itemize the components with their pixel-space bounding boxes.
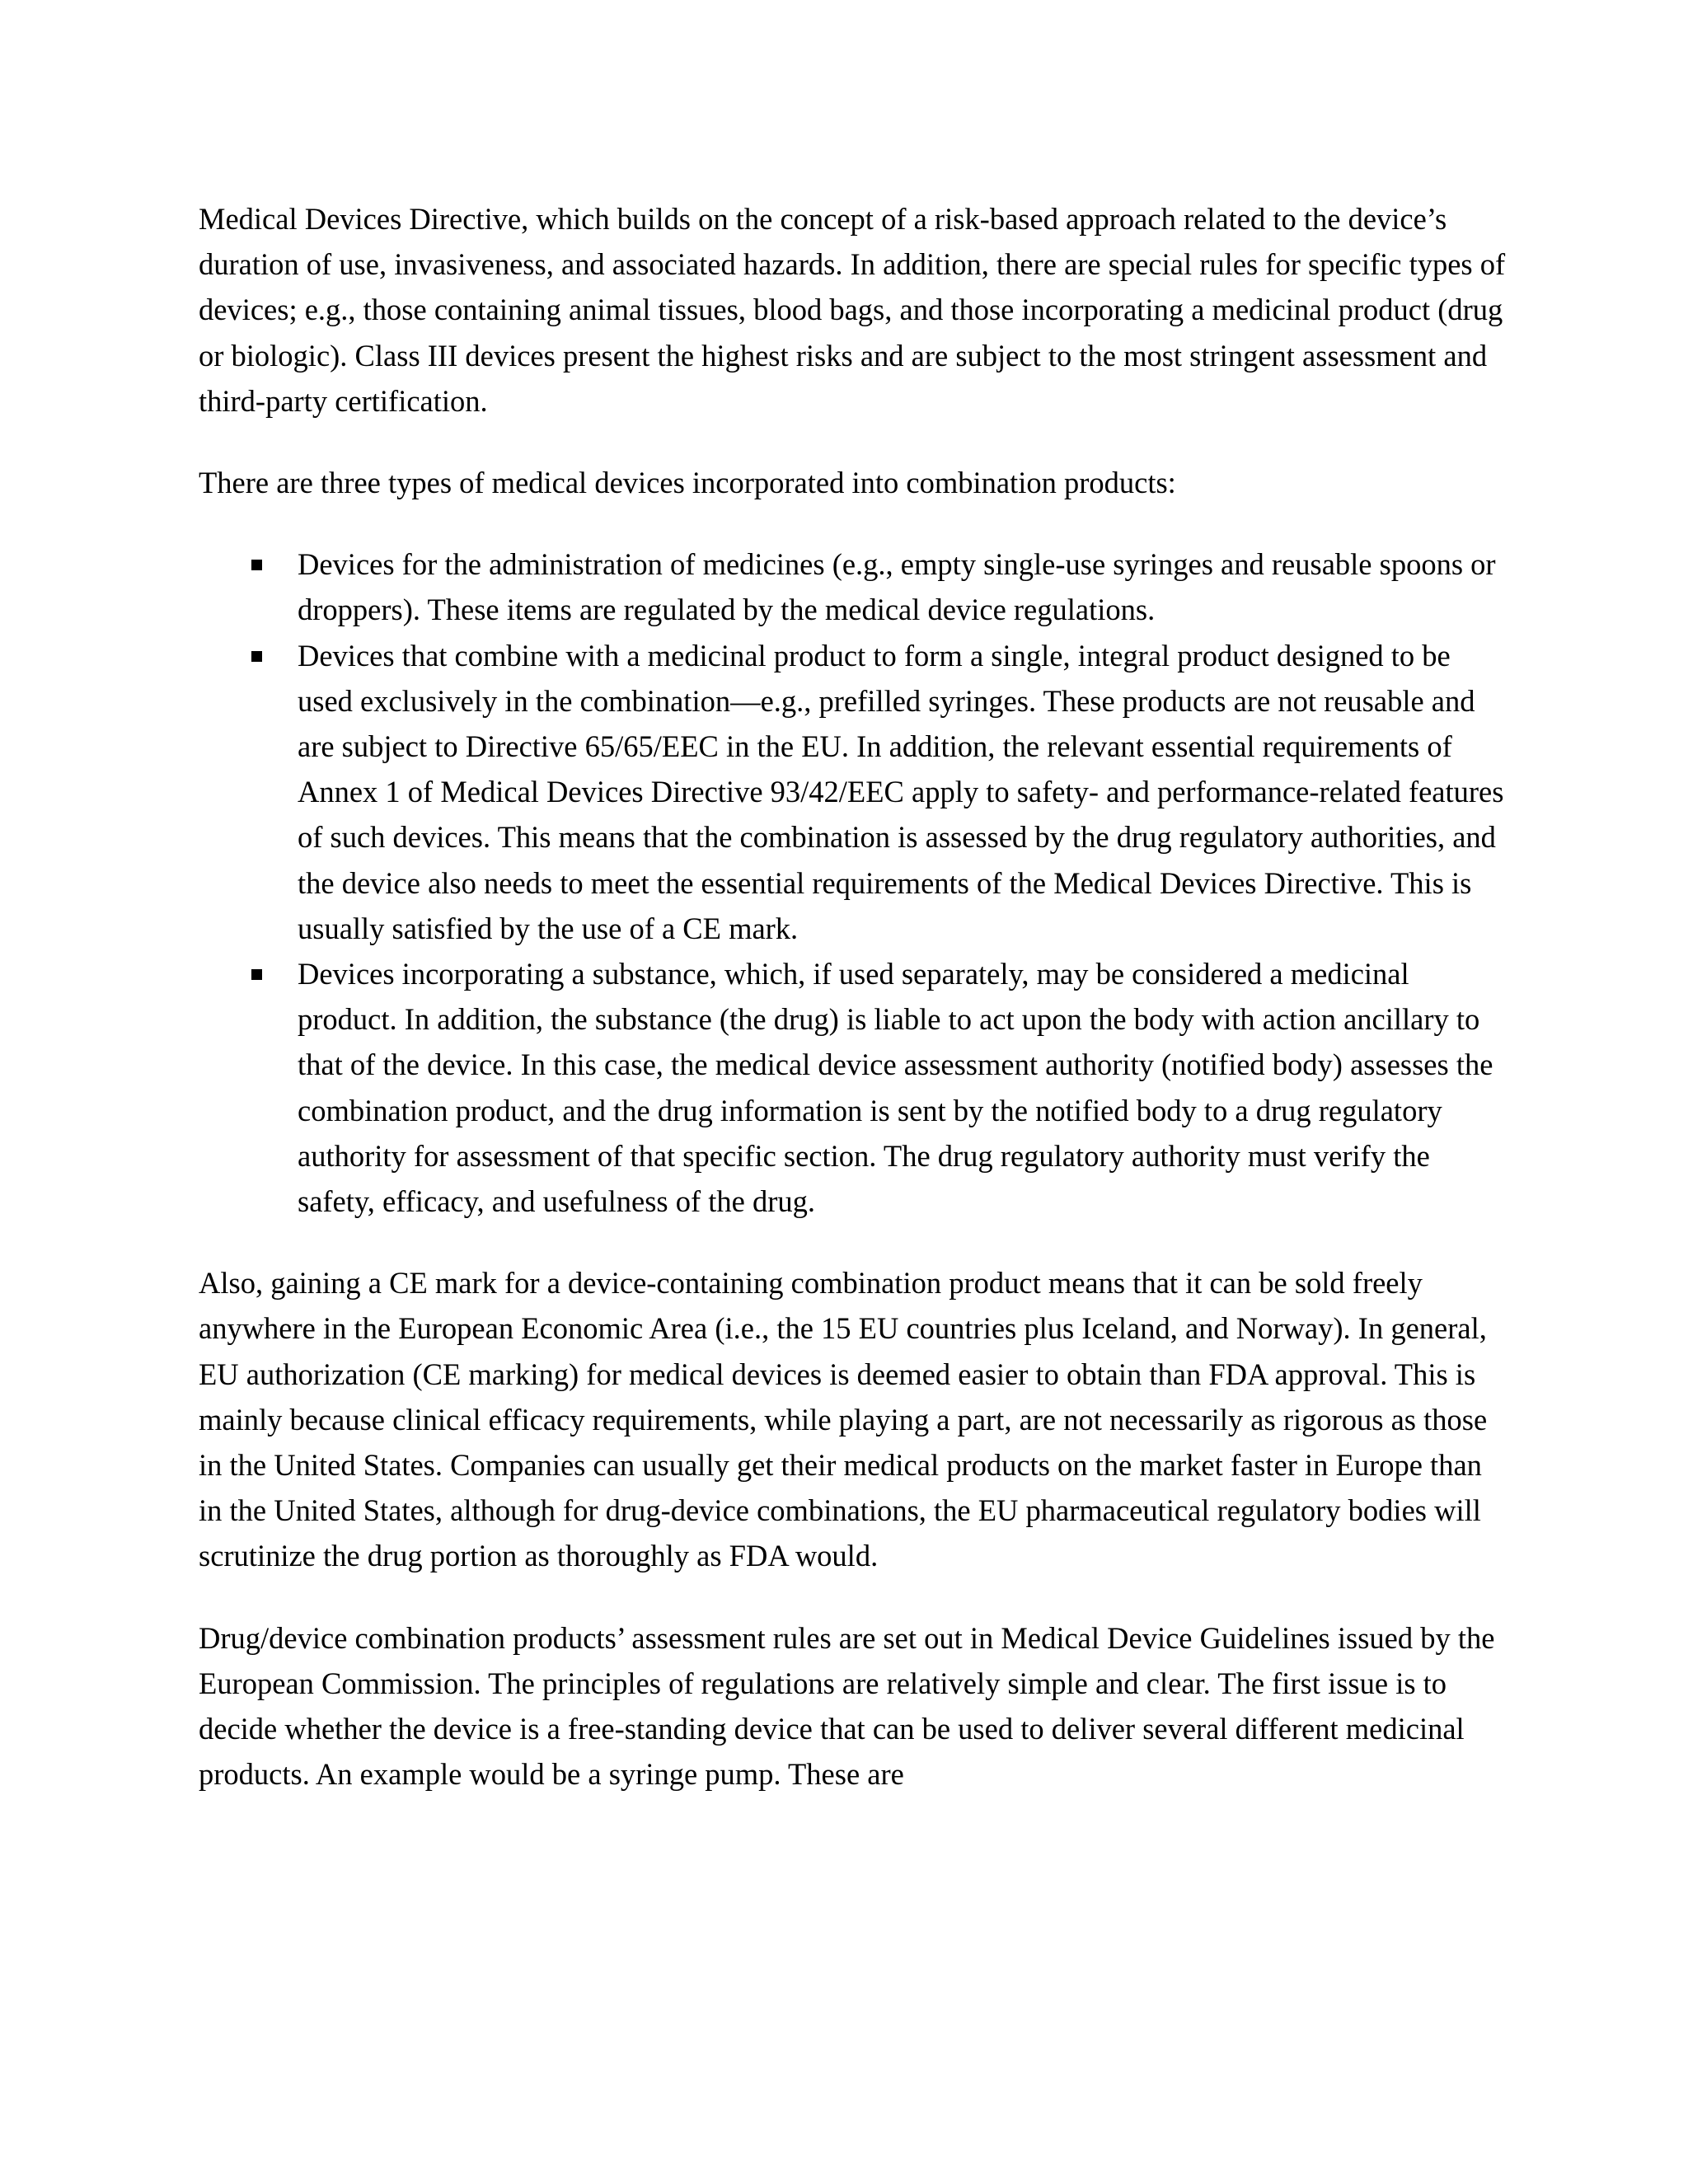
paragraph-ce-mark: Also, gaining a CE mark for a device-containing combination product means that it can be sold freely anywhere in the European Economic Area (i.e., the 15 EU countries plus Iceland, and Norway). In general, EU authorization (CE marking) for medical devices is deemed easier to obtain than FDA approval. This is mainly because clinical efficacy requirements, while playing a part, are not necessarily as rigorous as those in the United States. Companies can usually get their medical products on the market faster in Europe than in the United States, although for drug-device combinations, the EU pharmaceutical regulatory bodies will scrutinize the drug portion as thoroughly as FDA would. (199, 1266, 1488, 1573)
device-types-list (199, 541, 1509, 1224)
paragraph-three-types-intro: There are three types of medical devices incorporated into combination products: (199, 466, 1176, 500)
paragraph-mdd-risk-approach: Medical Devices Directive, which builds on the concept of a risk-based approach related to the device’s duration of use, invasiveness, and associated hazards. In addition, there are special rules for specific types of devices; e.g., those containing animal tissues, blood bags, and those incorporating a medicinal product (drug or biologic). Class III devices present the highest risks and are subject to the most stringent assessment and third-party certification. (199, 202, 1506, 418)
list-item-text: Devices that combine with a medicinal product to form a single, integral product designed to be used exclusively in the combination—e.g., prefilled syringes. These products are not reusable and are subject to Directive 65/65/EEC in the EU. In addition, the relevant essential requirements of Annex 1 of Medical Devices Directive 93/42/EEC apply to safety- and performance-related features of such devices. This means that the combination is assessed by the drug regulatory authorities, and the device also needs to meet the essential requirements of the Medical Devices Directive. This is usually satisfied by the use of a CE mark. (298, 638, 1504, 945)
list-item (199, 541, 1509, 632)
list-item (199, 633, 1509, 951)
list-item (199, 951, 1509, 1224)
paragraph-assessment-rules: Drug/device combination products’ assessment rules are set out in Medical Device Guidelines issued by the European Commission. The principles of regulations are relatively simple and clear. The first issue is to decide whether the device is a free-standing device that can be used to deliver several different medicinal products. An example would be a syringe pump. These are (199, 1620, 1495, 1792)
list-item-text: Devices for the administration of medicines (e.g., empty single-use syringes and reusable spoons or droppers). These items are regulated by the medical device regulations. (298, 547, 1496, 627)
document-page (199, 196, 1509, 1834)
list-item-text: Devices incorporating a substance, which, if used separately, may be considered a medicinal product. In addition, the substance (the drug) is liable to act upon the body with action ancillary to that of the device. In this case, the medical device assessment authority (notified body) assesses the combination product, and the drug information is sent by the notified body to a drug regulatory authority for assessment of that specific section. The drug regulatory authority must verify the safety, efficacy, and usefulness of the drug. (298, 957, 1493, 1219)
